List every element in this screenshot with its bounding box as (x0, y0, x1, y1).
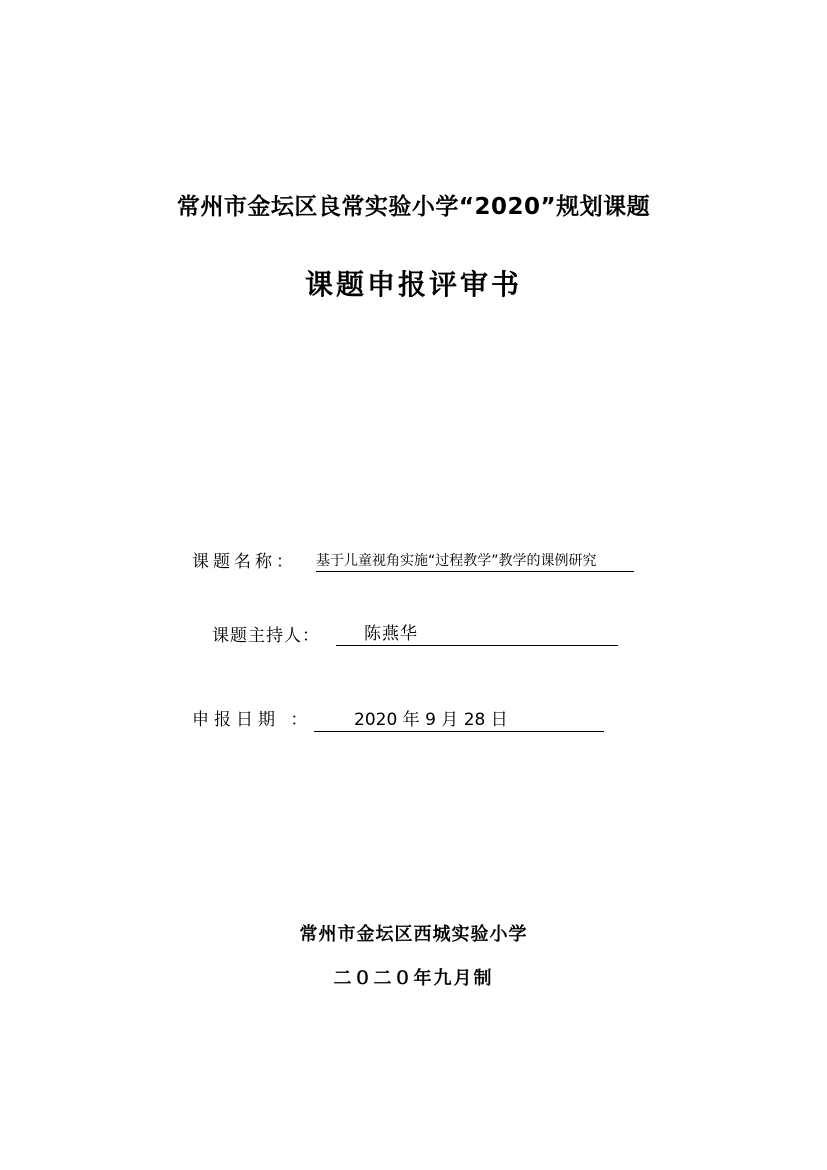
host-label: 课题主持人： (212, 626, 320, 646)
topic-name-label: 课题名称： (192, 552, 297, 572)
date-value: 2020 年 9 月 28 日 (354, 710, 508, 730)
host-field (336, 619, 618, 646)
date-field (314, 705, 604, 732)
date-label: 申报日期 ： (192, 710, 313, 730)
document-subtitle: 课题申报评审书 (304, 268, 522, 301)
made-date: 二０二０年九月制 (333, 968, 494, 989)
topic-name-value: 基于儿童视角实施“过程教学”教学的课例研究 (316, 550, 634, 572)
school-name: 常州市金坛区西城实验小学 (299, 924, 528, 945)
document-title: 常州市金坛区良常实验小学“2020”规划课题 (176, 194, 651, 220)
host-value: 陈燕华 (364, 624, 418, 644)
